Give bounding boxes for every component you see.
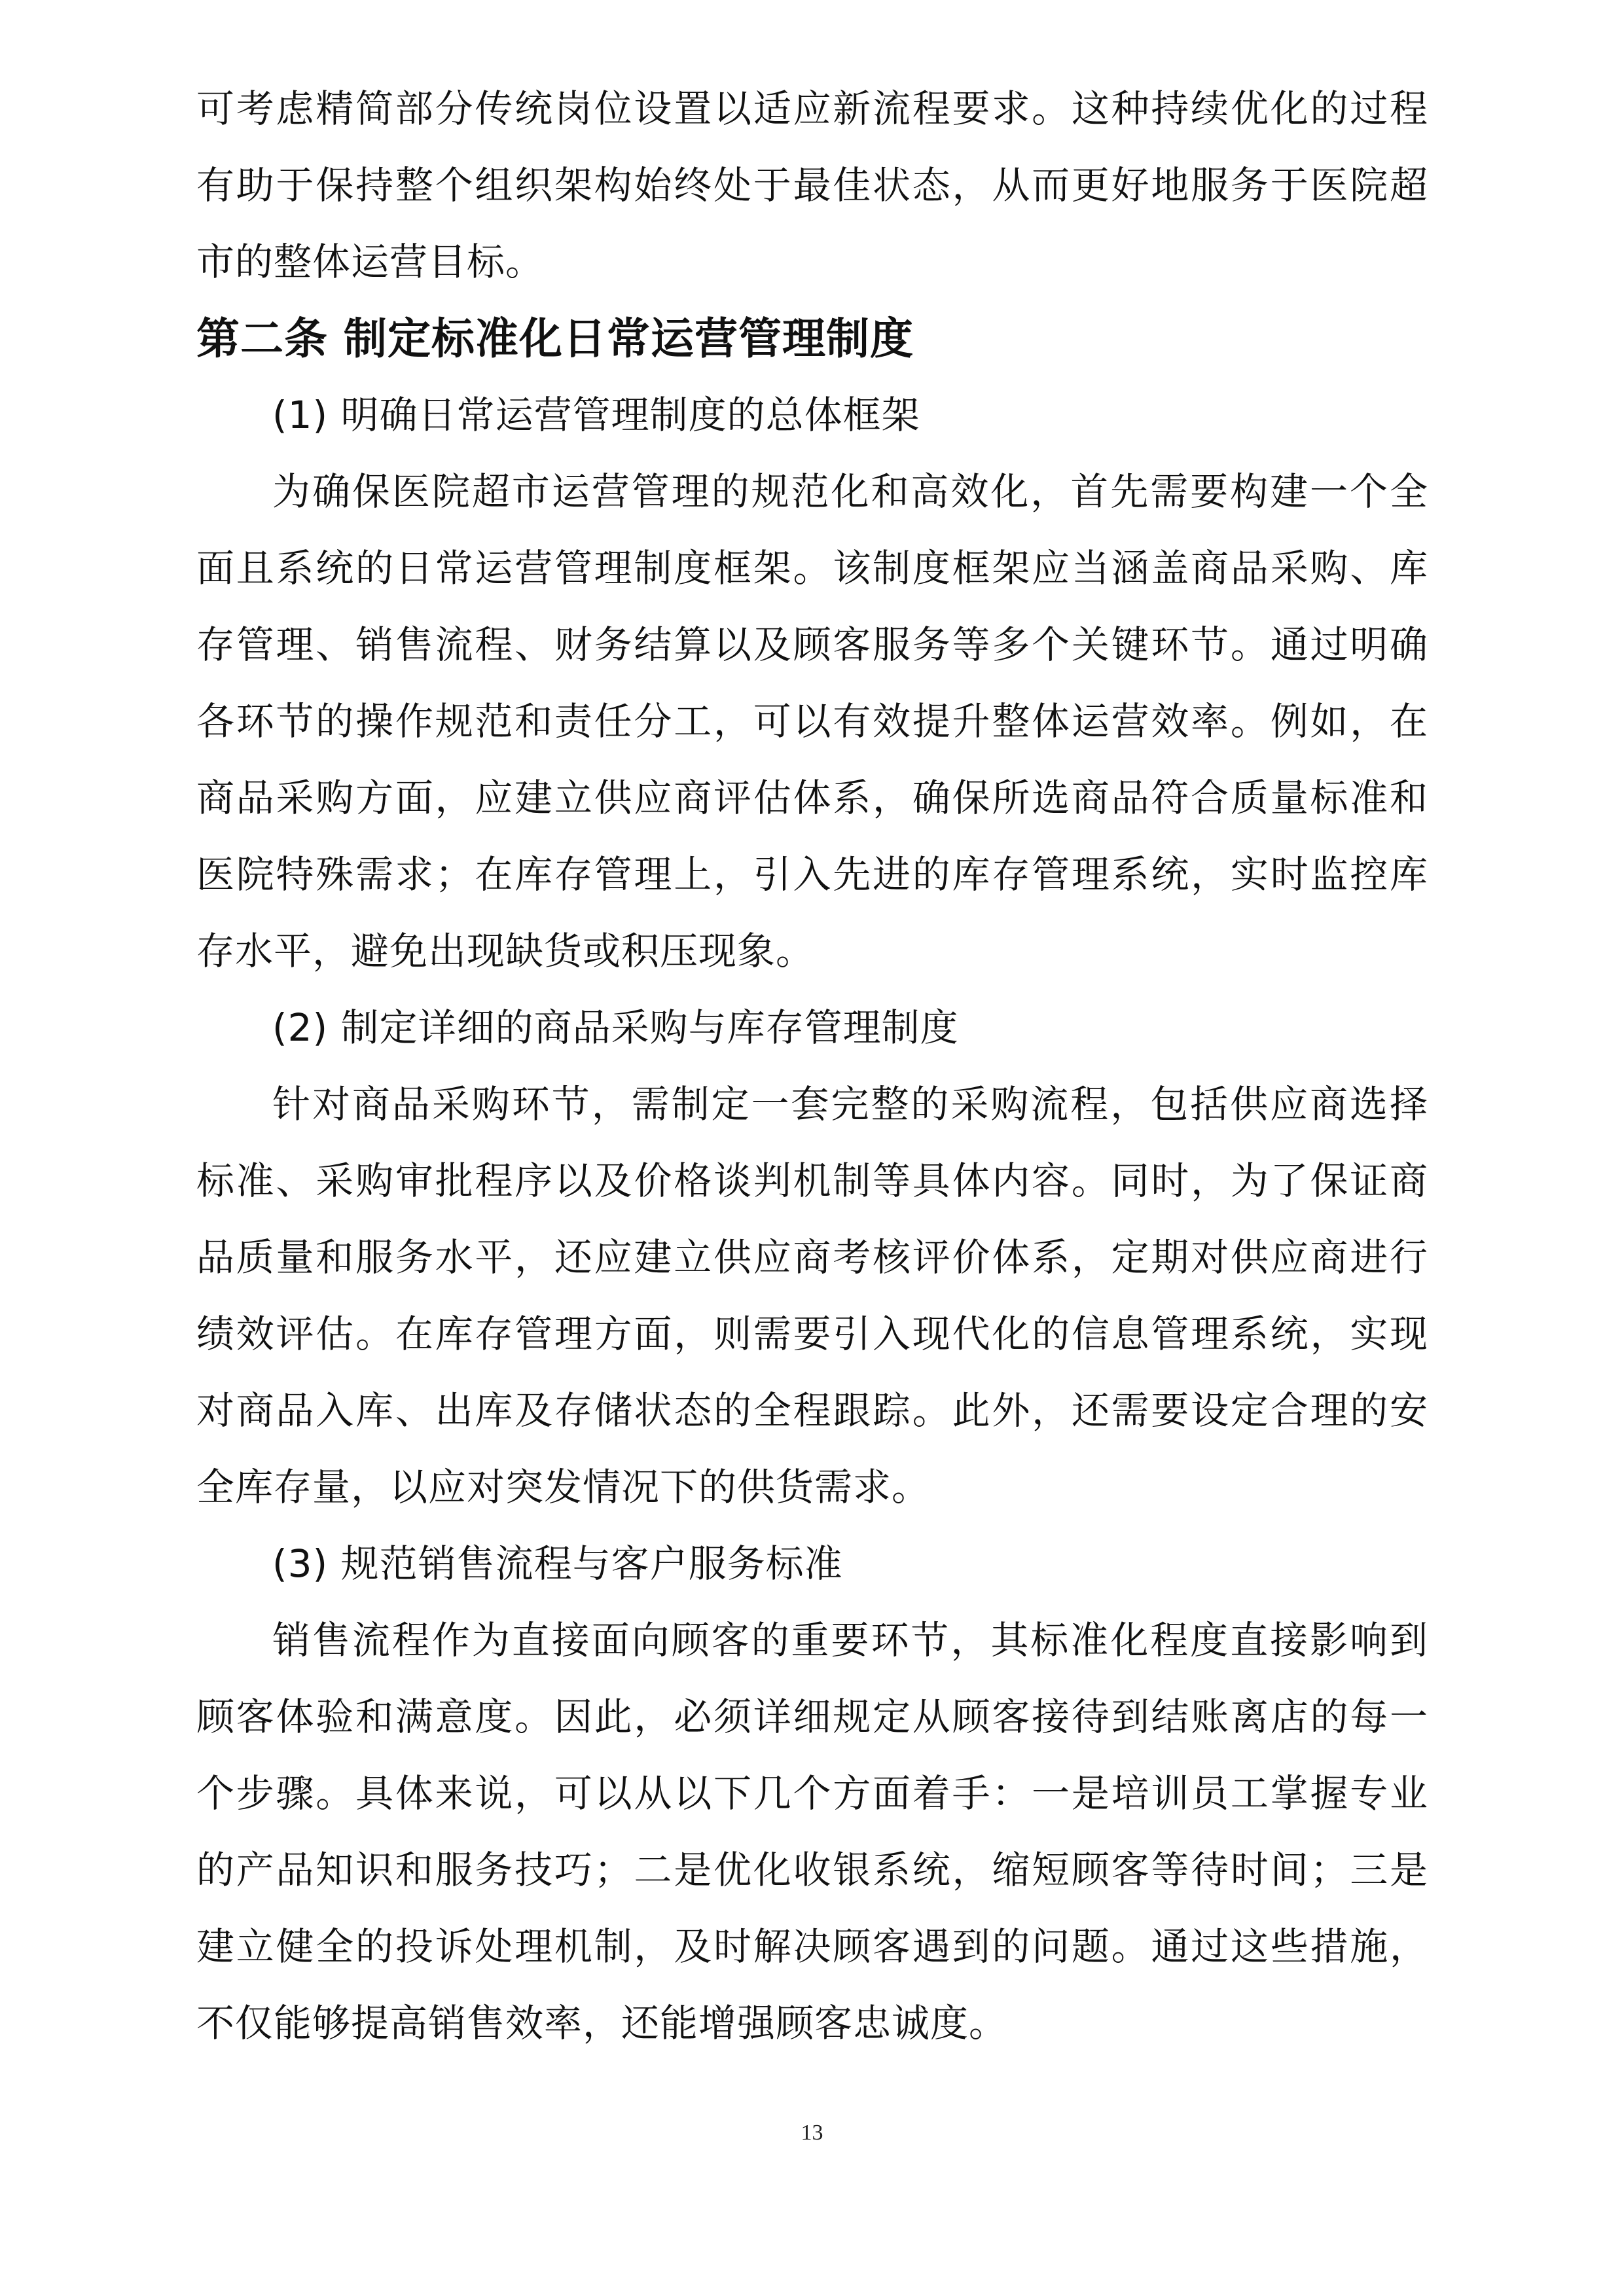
section-heading: 第二条 制定标准化日常运营管理制度: [196, 314, 914, 364]
paragraph-continuation: 可考虑精简部分传统岗位设置以适应新流程要求。这种持续优化的过程有助于保持整个组织架构始终处于最佳状态，从而更好地服务于医院超市的整体运营目标。: [196, 86, 1428, 284]
paragraph-2: 针对商品采购环节，需制定一套完整的采购流程，包括供应商选择标准、采购审批程序以及价格谈判机制等具体内容。同时，为了保证商品质量和服务水平，还应建立供应商考核评价体系，定期对供应商进行绩效评估。在库存管理方面，则需要引入现代化的信息管理系统，实现对商品入库、出库及存储状态的全程跟踪。此外，还需要设定合理的安全库存量，以应对突发情况下的供货需求。: [196, 1082, 1428, 1509]
paragraph-3: 销售流程作为直接面向顾客的重要环节，其标准化程度直接影响到顾客体验和满意度。因此，必须详细规定从顾客接待到结账离店的每一个步骤。具体来说，可以从以下几个方面着手：一是培训员工掌握专业的产品知识和服务技巧；二是优化收银系统，缩短顾客等待时间；三是建立健全的投诉处理机制，及时解决顾客遇到的问题。通过这些措施，不仅能够提高销售效率，还能增强顾客忠诚度。: [196, 1618, 1428, 2045]
subheading-2: (2) 制定详细的商品采购与库存管理制度: [272, 1005, 959, 1050]
body-text: [196, 71, 1428, 2062]
subheading-1: (1) 明确日常运营管理制度的总体框架: [272, 393, 920, 437]
page-number: 13: [801, 2121, 823, 2145]
subheading-3: (3) 规范销售流程与客户服务标准: [272, 1541, 843, 1586]
paragraph-1: 为确保医院超市运营管理的规范化和高效化，首先需要构建一个全面且系统的日常运营管理制度框架。该制度框架应当涵盖商品采购、库存管理、销售流程、财务结算以及顾客服务等多个关键环节。通过明确各环节的操作规范和责任分工，可以有效提升整体运营效率。例如，在商品采购方面，应建立供应商评估体系，确保所选商品符合质量标准和医院特殊需求；在库存管理上，引入先进的库存管理系统，实时监控库存水平，避免出现缺货或积压现象。: [196, 469, 1428, 973]
